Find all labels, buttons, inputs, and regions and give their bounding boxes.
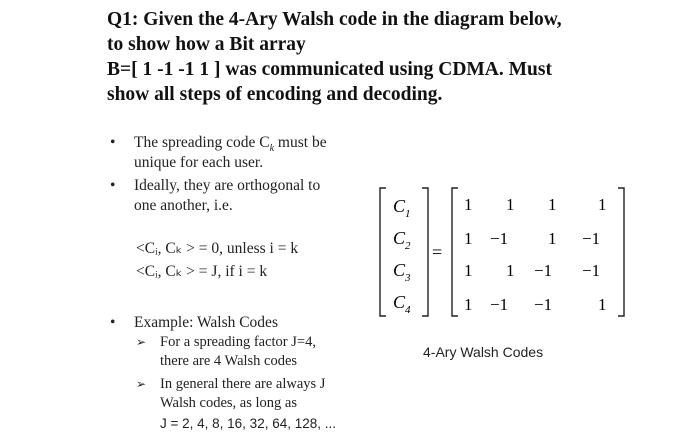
code-c3: $C_3$	[393, 260, 411, 284]
walsh-matrix	[372, 182, 632, 322]
matrix-cell: 1	[464, 261, 473, 280]
question-line-3: B=[ 1 -1 -1 1 ] was communicated using CDMA. Must	[107, 59, 552, 80]
matrix-right-bracket	[618, 188, 624, 316]
matrix-cell: 1	[506, 195, 515, 214]
question-line-2: to show how a Bit array	[107, 34, 306, 55]
matrix-cell: 1	[548, 229, 557, 248]
matrix-cell: 1	[464, 295, 473, 314]
example-heading: Example: Walsh Codes	[134, 314, 278, 331]
bullet-icon: •	[110, 134, 116, 151]
equation-zero: <Cᵢ, Cₖ > = 0, unless i = k	[136, 240, 299, 257]
matrix-cell: −1	[490, 295, 509, 314]
matrix-cell: −1	[582, 229, 601, 248]
matrix-row-2	[464, 229, 600, 248]
bullet-1-subscript: k	[269, 143, 275, 155]
matrix-cell: 1	[506, 261, 515, 280]
question-text	[107, 7, 667, 107]
code-vector-left-bracket	[380, 188, 386, 316]
code-c1: $C_1$	[393, 196, 411, 220]
j-sequence: J = 2, 4, 8, 16, 32, 64, 128, ...	[160, 416, 336, 431]
bullet-1-line-2: unique for each user.	[134, 154, 264, 171]
code-c4: $C_4$	[393, 292, 411, 316]
bullet-2-line-1: Ideally, they are orthogonal to	[134, 177, 321, 194]
bullet-1-text-b: must be	[274, 134, 327, 151]
matrix-cell: −1	[582, 261, 601, 280]
code-vector-right-bracket	[422, 188, 428, 316]
matrix-cell: 1	[548, 195, 557, 214]
matrix-cell: 1	[598, 295, 607, 314]
matrix-row-1	[464, 195, 607, 214]
matrix-cell: 1	[598, 195, 607, 214]
sub-2-line-2: Walsh codes, as long as	[160, 395, 297, 411]
arrow-bullet-icon: ➢	[136, 377, 147, 391]
bullet-icon: •	[110, 177, 116, 194]
sub-2-line-1: In general there are always J	[160, 376, 326, 392]
matrix-left-bracket	[452, 188, 458, 316]
matrix-row-3	[464, 261, 600, 280]
code-c2: $C_2$	[393, 228, 411, 252]
matrix-caption: 4-Ary Walsh Codes	[423, 344, 544, 360]
question-line-1: Q1: Given the 4-Ary Walsh code in the diagram below,	[107, 9, 562, 30]
bullet-icon: •	[110, 314, 116, 331]
bullet-1-text-a: The spreading code C	[134, 134, 270, 151]
arrow-bullet-icon: ➢	[136, 335, 147, 349]
bullet-2-line-2: one another, i.e.	[134, 197, 233, 214]
matrix-row-4	[464, 295, 607, 314]
sub-1-line-1: For a spreading factor J=4,	[160, 334, 316, 350]
matrix-cell: 1	[464, 229, 473, 248]
matrix-cell: −1	[534, 261, 553, 280]
sub-1-line-2: there are 4 Walsh codes	[160, 353, 298, 369]
matrix-cell: −1	[534, 295, 553, 314]
equals-sign: =	[432, 242, 443, 262]
equation-j: <Cᵢ, Cₖ > = J, if i = k	[136, 263, 268, 280]
matrix-cell: 1	[464, 195, 473, 214]
question-line-4: show all steps of encoding and decoding.	[107, 84, 443, 105]
matrix-cell: −1	[490, 229, 509, 248]
